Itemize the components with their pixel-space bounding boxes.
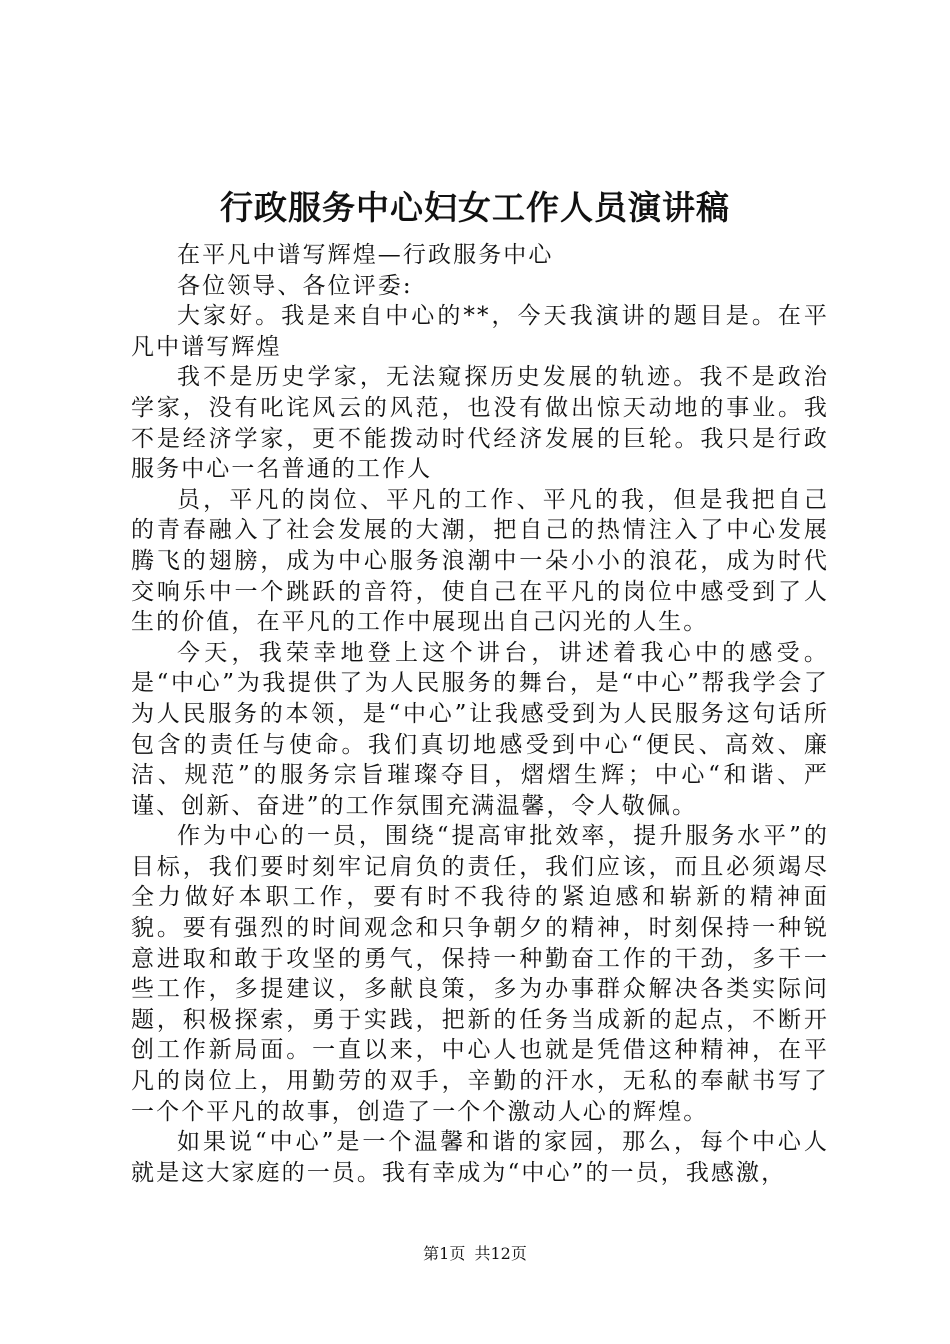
paragraph: 大家好。我是来自中心的**，今天我演讲的题目是。在平凡中谱写辉煌 [131, 303, 829, 360]
paragraph: 我不是历史学家，无法窥探历史发展的轨迹。我不是政治学家，没有叱诧风云的风范，也没有做出惊天动地的事业。我不是经济学家，更不能拨动时代经济发展的巨轮。我只是行政服务中心一名普通的工作人 [131, 364, 829, 483]
paragraph: 员，平凡的岗位、平凡的工作、平凡的我，但是我把自己的青春融入了社会发展的大潮，把自己的热情注入了中心发展腾飞的翅膀，成为中心服务浪潮中一朵小小的浪花，成为时代交响乐中一个跳跃的音符，使自己在平凡的岗位中感受到了人生的价值，在平凡的工作中展现出自己闪光的人生。 [131, 486, 829, 636]
page-total: 共12页 [474, 1244, 527, 1263]
paragraph: 各位领导、各位评委: [177, 272, 413, 299]
page-footer [0, 1243, 950, 1265]
page-title: 行政服务中心妇女工作人员演讲稿 [220, 188, 730, 227]
paragraph: 如果说“中心”是一个温馨和谐的家园，那么，每个中心人就是这大家庭的一员。我有幸成为“中心”的一员，我感激， [131, 1129, 829, 1186]
page-number: 第1页 [423, 1244, 466, 1263]
paragraph: 作为中心的一员，围绕“提高审批效率，提升服务水平”的目标，我们要时刻牢记肩负的责任，我们应该，而且必须竭尽全力做好本职工作，要有时不我待的紧迫感和崭新的精神面貌。要有强烈的时间观念和只争朝夕的精神，时刻保持一种锐意进取和敢于攻坚的勇气，保持一种勤奋工作的干劲，多干一些工作，多提建议，多献良策，多为办事群众解决各类实际问题，积极探索，勇于实践，把新的任务当成新的起点，不断开创工作新局面。一直以来，中心人也就是凭借这种精神，在平凡的岗位上，用勤劳的双手，辛勤的汗水，无私的奉献书写了一个个平凡的故事，创造了一个个激动人心的辉煌。 [131, 823, 829, 1125]
paragraph: 在平凡中谱写辉煌—行政服务中心 [177, 242, 554, 268]
document-body [131, 240, 829, 1188]
paragraph: 今天，我荣幸地登上这个讲台，讲述着我心中的感受。是“中心”为我提供了为人民服务的舞台，是“中心”帮我学会了为人民服务的本领，是“中心”让我感受到为人民服务这句话所包含的责任与使命。我们真切地感受到中心“便民、高效、廉洁、规范”的服务宗旨璀璨夺目，熠熠生辉；中心“和谐、严谨、创新、奋进”的工作氛围充满温馨，令人敬佩。 [131, 639, 829, 819]
